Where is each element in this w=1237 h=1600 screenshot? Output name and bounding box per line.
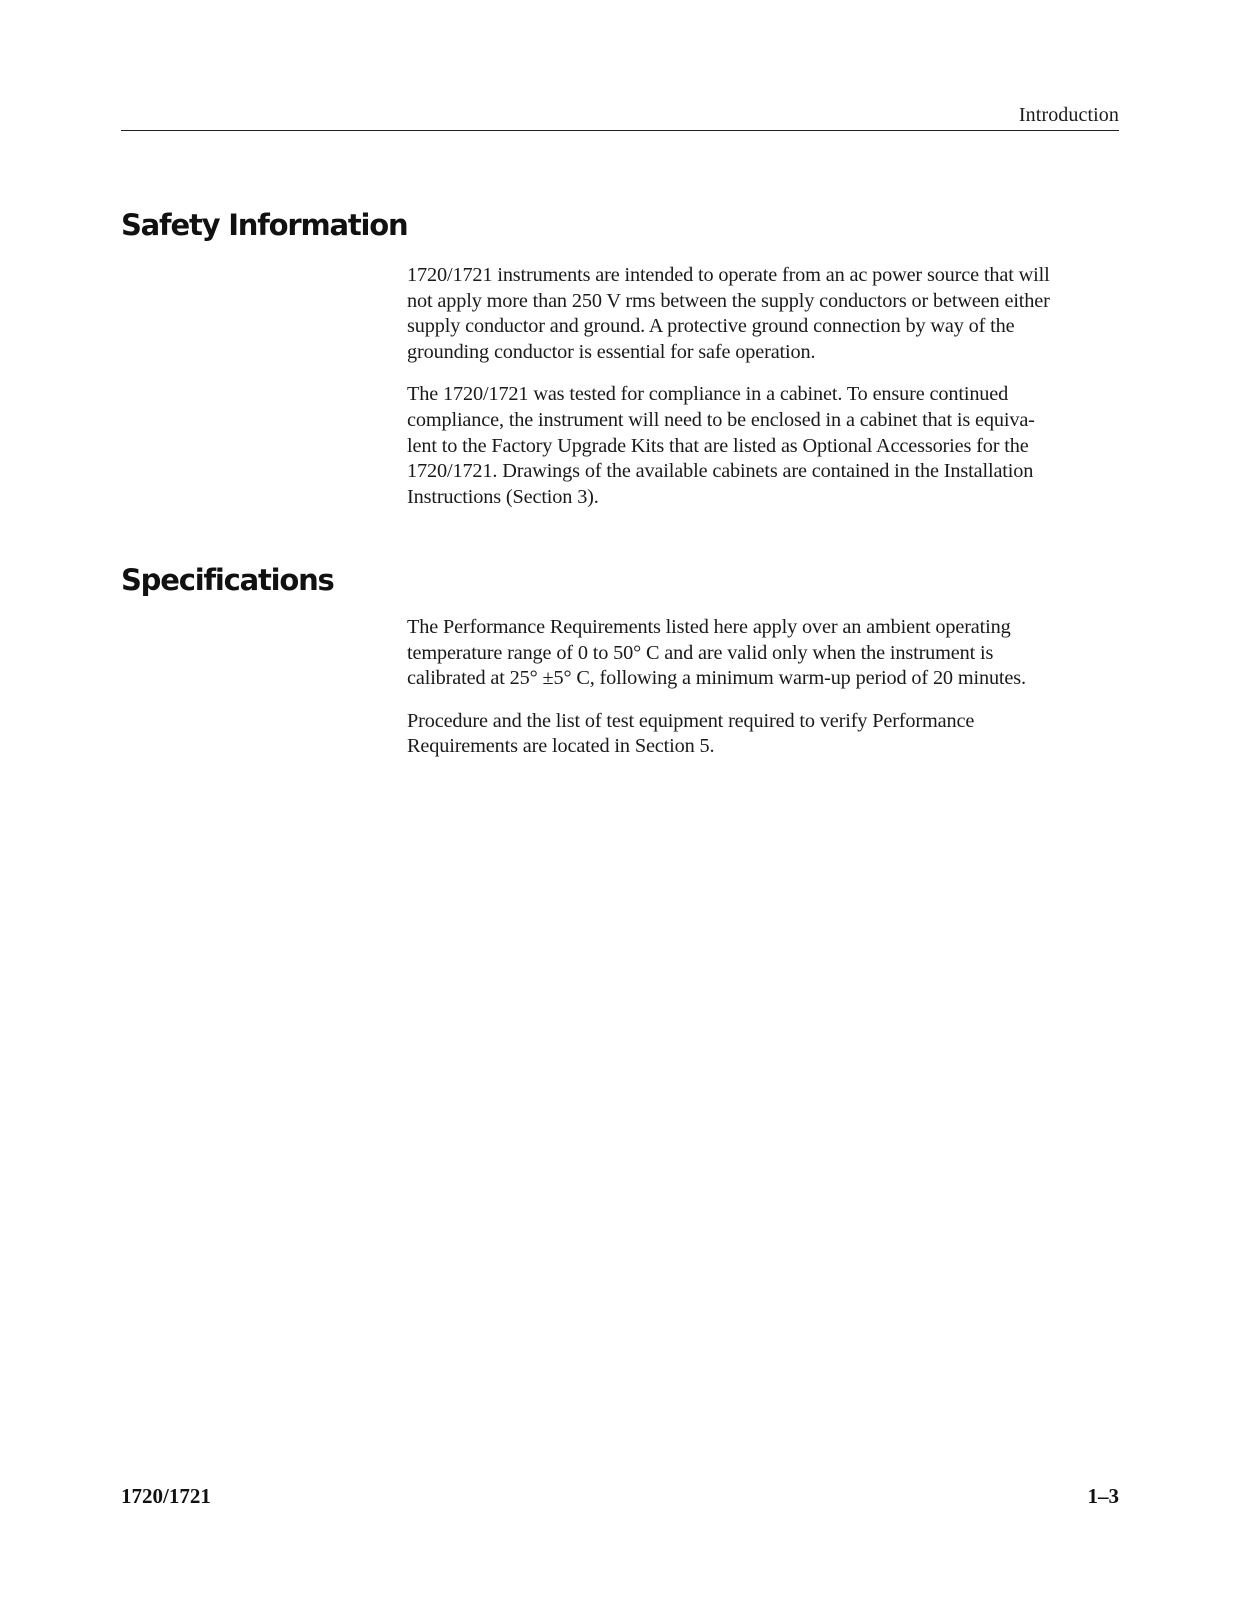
- footer-model-number: 1720/1721: [121, 1484, 211, 1508]
- safety-information-body: [407, 263, 1123, 527]
- text-line: not apply more than 250 V rms between the supply conductors or between either: [407, 289, 1050, 312]
- text-line: supply conductor and ground. A protective ground connection by way of the: [407, 315, 1015, 338]
- text-line: Requirements are located in Section 5.: [407, 735, 715, 758]
- section-heading-safety-information: Safety Information: [121, 208, 408, 242]
- text-line: 1720/1721 instruments are intended to operate from an ac power source that will: [407, 264, 1050, 286]
- paragraph: [407, 382, 1123, 510]
- header-rule: [121, 130, 1119, 131]
- text-line: calibrated at 25° ±5° C, following a minimum warm-up period of 20 minutes.: [407, 667, 1026, 690]
- text-line: lent to the Factory Upgrade Kits that are listed as Optional Accessories for the: [407, 434, 1029, 457]
- running-header-title: Introduction: [1018, 104, 1119, 126]
- text-line: grounding conductor is essential for safe operation.: [407, 340, 816, 363]
- text-line: The Performance Requirements listed here apply over an ambient operating: [407, 616, 1011, 638]
- paragraph: [407, 615, 1123, 692]
- text-line: temperature range of 0 to 50° C and are valid only when the instrument is: [407, 641, 994, 664]
- footer-page-number: 1–3: [1087, 1484, 1119, 1508]
- text-line: compliance, the instrument will need to be enclosed in a cabinet that is equiva-: [407, 408, 1035, 431]
- text-line: Procedure and the list of test equipment required to verify Performance: [407, 709, 975, 732]
- specifications-body: [407, 615, 1123, 777]
- paragraph: [407, 709, 1123, 760]
- text-line: Instructions (Section 3).: [407, 485, 599, 508]
- paragraph: [407, 263, 1123, 365]
- section-heading-specifications: Specifications: [121, 563, 334, 597]
- text-line: The 1720/1721 was tested for compliance in a cabinet. To ensure continued: [407, 383, 1009, 406]
- text-line: 1720/1721. Drawings of the available cabinets are contained in the Installation: [407, 460, 1034, 483]
